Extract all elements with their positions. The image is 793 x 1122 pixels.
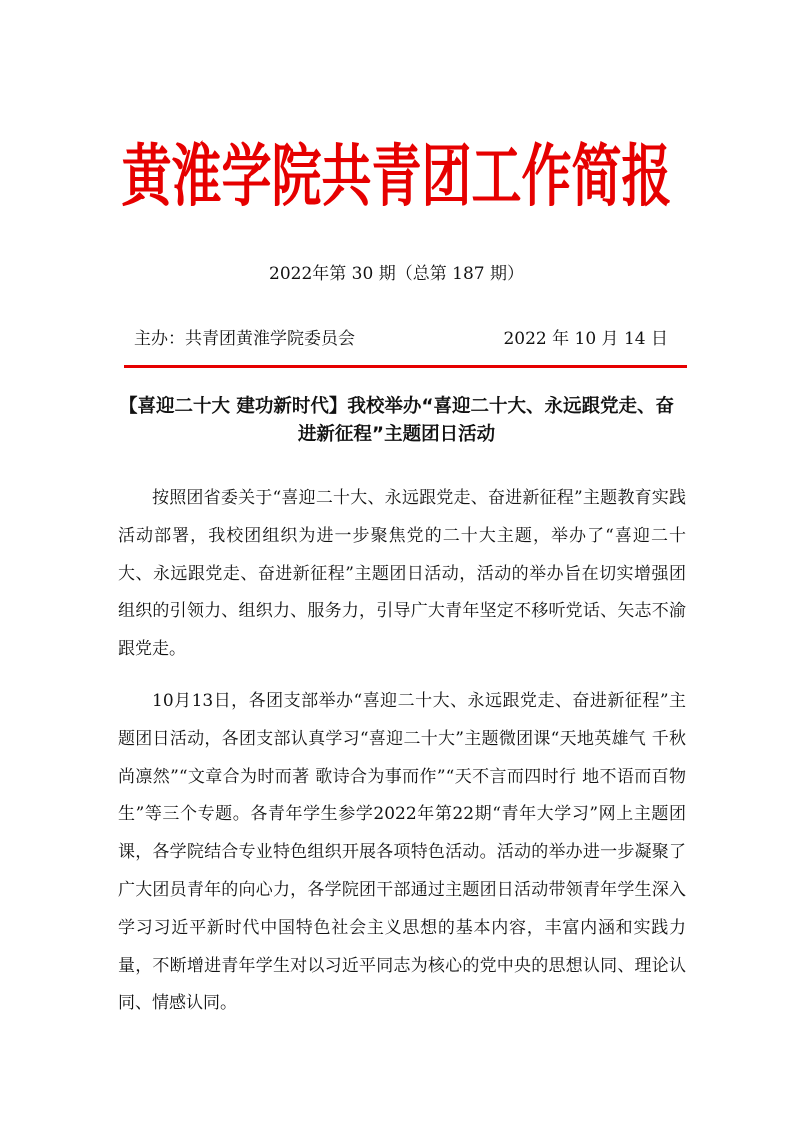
organizer: 主办：共青团黄淮学院委员会 [134,329,355,349]
masthead-title: 黄淮学院共青团工作简报 [121,137,672,216]
host-line [134,327,668,351]
article-title: 【喜迎二十大 建功新时代】我校举办“喜迎二十大、永远跟党走、奋进新征程”主题团日活动 [118,396,675,445]
issue-number: 2022年第 30 期（总第 187 期） [269,264,524,284]
red-divider [124,365,687,368]
paragraph: 10月13日，各团支部举办“喜迎二十大、永远跟党走、奋进新征程”主题团日活动，各团支部认真学习“喜迎二十大”主题微团课“天地英雄气 千秋尚凛然”“文章合为时而著 歌诗合为事而作”“天不言而四时行 地不语而百物生”等三个专题。各青年学生参学2022年第22期“青年大学习”网上主题团课，各学院结合专业特色组织开展各项特色活动。活动的举办进一步凝聚了广大团员青年的向心力，各学院团干部通过主题团日活动带领青年学生深入学习习近平新时代中国特色社会主义思想的基本内容，丰富内涵和实践力量，不断增进青年学生对以习近平同志为核心的党中央的思想认同、理论认同、情感认同。 [118,690,686,1014]
paragraph: 按照团省委关于“喜迎二十大、永远跟党走、奋进新征程”主题教育实践活动部署，我校团组织为进一步聚焦党的二十大主题，举办了“喜迎二十大、永远跟党走、奋进新征程”主题团日活动，活动的举办旨在切实增强团组织的引领力、组织力、服务力，引导广大青年坚定不移听党话、矢志不渝跟党走。 [118,488,686,660]
article-body [118,480,686,1023]
publish-date: 2022 年 10 月 14 日 [503,329,668,349]
